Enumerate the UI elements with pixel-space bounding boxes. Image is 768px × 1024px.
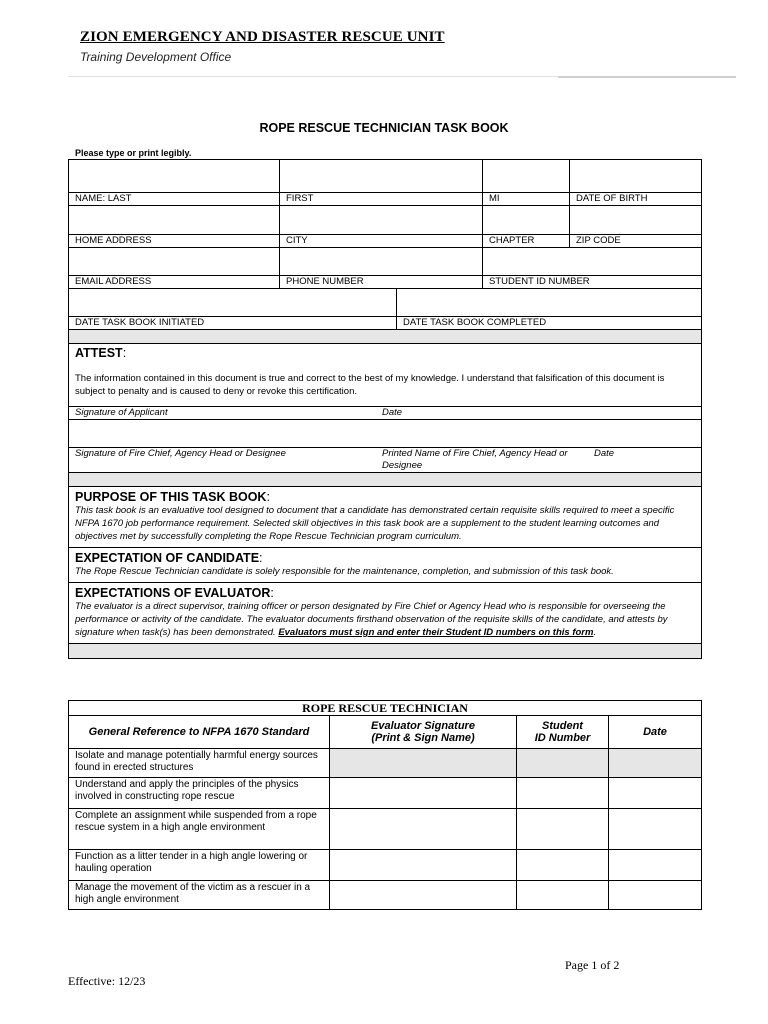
- organization-name: ZION EMERGENCY AND DISASTER RESCUE UNIT: [80, 29, 445, 45]
- section-separator: [69, 644, 702, 659]
- middle-initial-label: MI: [483, 193, 570, 206]
- candidate-heading: EXPECTATION OF CANDIDATE: [75, 551, 260, 565]
- attest-colon: :: [122, 346, 127, 360]
- evaluator-text: The evaluator is a direct supervisor, training officer or person designated by Fire Chief or Agency Head who is responsible for overseeing the performance or activity of the candidate. The evaluator documents firsthand observation of the requisite skills of the candidate, and attests by signature when task(s) has been demonstrated.: [75, 601, 668, 638]
- student-id-cell[interactable]: [517, 749, 609, 778]
- evaluator-signature-cell[interactable]: [330, 881, 517, 910]
- attest-text: The information contained in this document is true and correct to the best of my knowledge. I understand that falsification of this document is subject to penalty and is caused to deny or revoke this certification.: [75, 373, 665, 397]
- student-id-cell[interactable]: [517, 778, 609, 809]
- task-description: Understand and apply the principles of the physics involved in constructing rope rescue: [69, 778, 330, 809]
- applicant-signature-line: [69, 407, 702, 420]
- student-id-column-header: [517, 716, 609, 749]
- phone-field[interactable]: [280, 248, 483, 276]
- date-cell[interactable]: [609, 850, 702, 881]
- instruction-text: Please type or print legibly.: [75, 148, 192, 158]
- table-row: [69, 749, 702, 778]
- purpose-heading: PURPOSE OF THIS TASK BOOK: [75, 490, 267, 504]
- candidate-text: The Rope Rescue Technician candidate is solely responsible for the maintenance, completion, and submission of this task book.: [75, 566, 614, 577]
- home-address-field[interactable]: [69, 206, 280, 235]
- chief-signature-label: Signature of Fire Chief, Agency Head or Designee: [75, 448, 286, 459]
- applicant-date-label: Date: [382, 407, 403, 418]
- date-cell[interactable]: [609, 881, 702, 910]
- purpose-text: This task book is an evaluative tool designed to document that a candidate has demonstrated certain requisite skills required to meet a specific NFPA 1670 job performance requirement. Selected skill objectives in this task book are a supplement to the student learning outcomes and objectives met by successfully completing the Rope Rescue Technician program curriculum.: [75, 505, 675, 542]
- reference-column-header: General Reference to NFPA 1670 Standard: [69, 716, 330, 749]
- first-name-field[interactable]: [280, 160, 483, 193]
- chief-printed-name-label: Printed Name of Fire Chief, Agency Head or Designee: [382, 448, 568, 471]
- evaluator-section: [69, 583, 702, 644]
- last-name-label: NAME: LAST: [69, 193, 280, 206]
- chief-date-label: Date: [594, 448, 615, 459]
- purpose-colon: :: [266, 490, 270, 504]
- date-completed-label: DATE TASK BOOK COMPLETED: [397, 317, 702, 330]
- candidate-colon: :: [259, 551, 263, 565]
- middle-initial-field[interactable]: [483, 160, 570, 193]
- student-id-label: STUDENT ID NUMBER: [483, 276, 702, 289]
- evaluator-colon: :: [270, 586, 274, 600]
- task-description: Isolate and manage potentially harmful energy sources found in erected structures: [69, 749, 330, 778]
- date-column-header: Date: [609, 716, 702, 749]
- evaluator-header-line-2: (Print & Sign Name): [371, 732, 475, 744]
- first-name-label: FIRST: [280, 193, 483, 206]
- evaluator-signature-cell[interactable]: [330, 749, 517, 778]
- evaluator-emphasis: Evaluators must sign and enter their Student ID numbers on this form: [278, 627, 594, 638]
- table-row: [69, 881, 702, 910]
- student-header-line-1: Student: [542, 720, 583, 732]
- table-row: [69, 778, 702, 809]
- document-title: ROPE RESCUE TECHNICIAN TASK BOOK: [259, 121, 509, 135]
- date-cell[interactable]: [609, 749, 702, 778]
- applicant-signature-label: Signature of Applicant: [75, 407, 168, 418]
- header-divider-accent: [558, 76, 736, 78]
- zip-code-field[interactable]: [570, 206, 702, 235]
- evaluator-signature-cell[interactable]: [330, 809, 517, 850]
- last-name-field[interactable]: [69, 160, 280, 193]
- home-address-label: HOME ADDRESS: [69, 235, 280, 248]
- table-row: [69, 809, 702, 850]
- student-id-cell[interactable]: [517, 809, 609, 850]
- task-description: Manage the movement of the victim as a rescuer in a high angle environment: [69, 881, 330, 910]
- date-initiated-field[interactable]: [69, 289, 397, 317]
- chapter-label: CHAPTER: [483, 235, 570, 248]
- email-field[interactable]: [69, 248, 280, 276]
- date-initiated-label: DATE TASK BOOK INITIATED: [69, 317, 397, 330]
- purpose-section: [69, 487, 702, 548]
- student-id-cell[interactable]: [517, 850, 609, 881]
- student-id-cell[interactable]: [517, 881, 609, 910]
- student-id-field[interactable]: [483, 248, 702, 276]
- evaluator-header-line-1: Evaluator Signature: [371, 720, 475, 732]
- candidate-section: [69, 548, 702, 583]
- attest-heading: ATTEST: [75, 346, 123, 360]
- student-header-line-2: ID Number: [534, 732, 591, 744]
- task-description: Function as a litter tender in a high angle lowering or hauling operation: [69, 850, 330, 881]
- evaluator-signature-cell[interactable]: [330, 778, 517, 809]
- section-separator: [69, 473, 702, 487]
- evaluator-column-header: [330, 716, 517, 749]
- chief-signature-line: [69, 448, 702, 473]
- task-table-title: ROPE RESCUE TECHNICIAN: [69, 701, 702, 716]
- phone-label: PHONE NUMBER: [280, 276, 483, 289]
- date-cell[interactable]: [609, 778, 702, 809]
- date-of-birth-label: DATE OF BIRTH: [570, 193, 702, 206]
- table-row: [69, 850, 702, 881]
- date-of-birth-field[interactable]: [570, 160, 702, 193]
- section-separator: [69, 330, 702, 344]
- attest-section: [69, 344, 702, 407]
- city-field[interactable]: [280, 206, 483, 235]
- chapter-field[interactable]: [483, 206, 570, 235]
- task-description: Complete an assignment while suspended from a rope rescue system in a high angle environment: [69, 809, 330, 850]
- effective-date: Effective: 12/23: [68, 974, 146, 988]
- date-completed-field[interactable]: [397, 289, 702, 317]
- zip-code-label: ZIP CODE: [570, 235, 702, 248]
- date-cell[interactable]: [609, 809, 702, 850]
- chief-signature-field[interactable]: [69, 420, 702, 448]
- evaluator-end: .: [593, 627, 597, 638]
- evaluator-heading: EXPECTATIONS OF EVALUATOR: [75, 586, 271, 600]
- page-number: Page 1 of 2: [565, 958, 620, 972]
- office-name: Training Development Office: [80, 50, 232, 64]
- applicant-form: [68, 159, 702, 659]
- evaluator-signature-cell[interactable]: [330, 850, 517, 881]
- city-label: CITY: [280, 235, 483, 248]
- email-label: EMAIL ADDRESS: [69, 276, 280, 289]
- task-table: [68, 700, 702, 910]
